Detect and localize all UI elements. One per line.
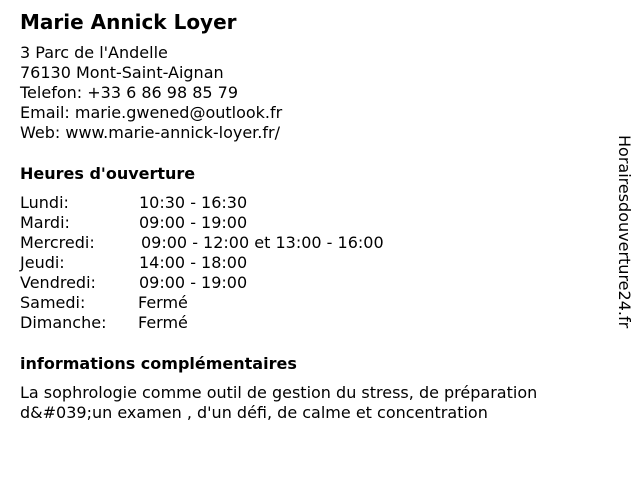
time-value: Fermé [138, 313, 188, 332]
day-label: Lundi: [20, 193, 69, 212]
time-value: 10:30 - 16:30 [139, 193, 248, 212]
time-value: 09:00 - 19:00 [139, 273, 248, 292]
additional-info-text: La sophrologie comme outil de gestion du stress, de préparation d&#039;un examen , d'un défi, de calme et concentration [20, 383, 538, 422]
site-watermark: Horairesdouverture24.fr [615, 135, 634, 329]
opening-hours-heading: Heures d'ouverture [20, 164, 196, 183]
phone-number: Telefon: +33 6 86 98 85 79 [20, 83, 239, 102]
business-name: Marie Annick Loyer [20, 10, 237, 34]
street-address: 3 Parc de l'Andelle [20, 43, 168, 62]
day-label: Vendredi: [20, 273, 96, 292]
contact-block [20, 43, 282, 143]
day-label: Dimanche: [20, 313, 107, 332]
day-label: Samedi: [20, 293, 86, 312]
day-label: Mercredi: [20, 233, 95, 252]
city-address: 76130 Mont-Saint-Aignan [20, 63, 224, 82]
time-value: 09:00 - 19:00 [139, 213, 248, 232]
day-label: Mardi: [20, 213, 70, 232]
time-value: 09:00 - 12:00 et 13:00 - 16:00 [141, 233, 384, 252]
day-label: Jeudi: [20, 253, 65, 272]
email-address: Email: marie.gwened@outlook.fr [20, 103, 283, 122]
time-value: 14:00 - 18:00 [139, 253, 248, 272]
additional-info-heading: informations complémentaires [20, 354, 297, 373]
time-value: Fermé [138, 293, 188, 312]
website-address: Web: www.marie-annick-loyer.fr/ [20, 123, 280, 142]
